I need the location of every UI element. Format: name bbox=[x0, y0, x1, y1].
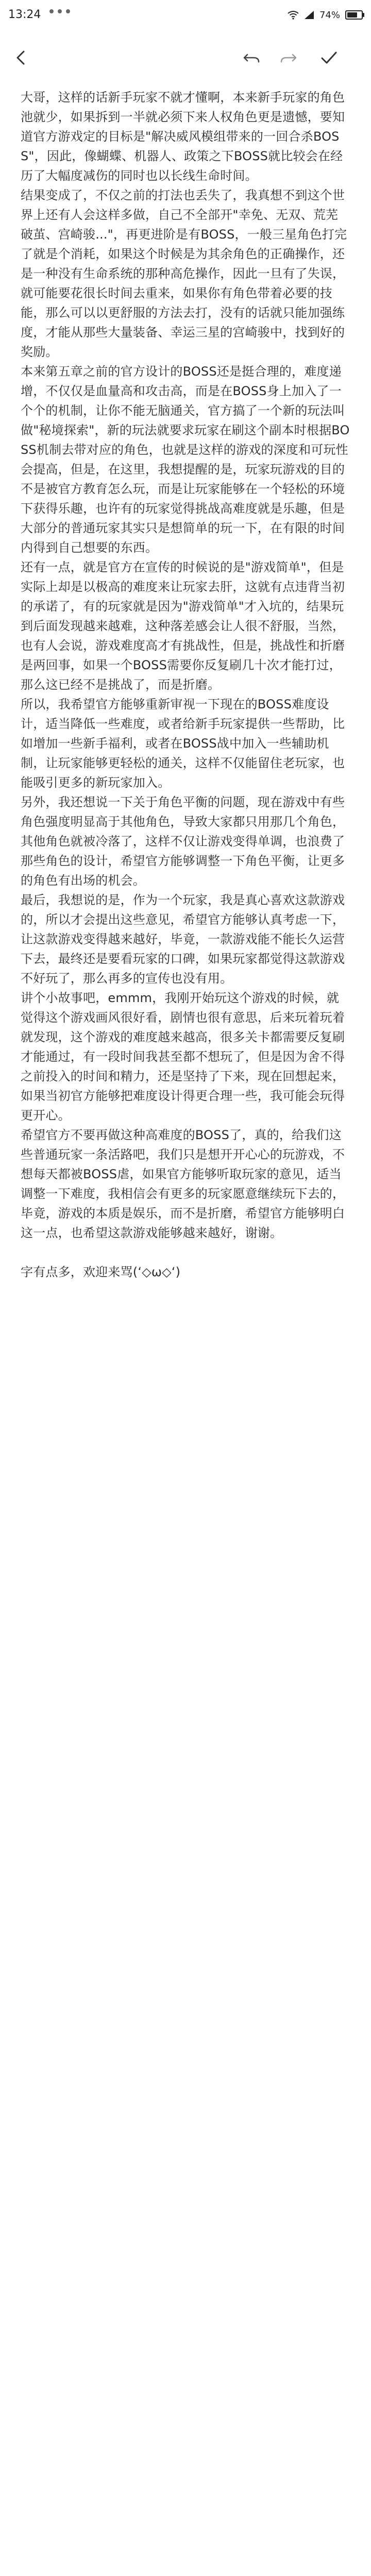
notification-dot-icon bbox=[49, 9, 54, 13]
redo-icon[interactable] bbox=[278, 47, 299, 68]
arrow-back-icon[interactable] bbox=[10, 46, 33, 69]
status-time: 13:24 bbox=[8, 8, 41, 21]
notification-dot-icon bbox=[66, 9, 70, 13]
check-icon[interactable] bbox=[317, 46, 340, 69]
paragraph: 字有点多，欢迎来骂(ʻ◇ω◇ʻ) bbox=[21, 1265, 181, 1279]
battery-fill bbox=[347, 12, 357, 18]
paragraph: 大哥，这样的话新手玩家不就才懂啊，本来新手玩家的角色池就少，如果拆到一半就必须下来人权角色更是遗憾，要知道官方游戏定的目标是"解决威风模组带来的一回合杀BOSS"，因此，像蝴蝶、机器人、政策之下BOSS就比较会在经历了大幅度减伤的同时也以长线生命时间。 bbox=[21, 90, 345, 183]
paragraph: 最后，我想说的是，作为一个玩家，我是真心喜欢这款游戏的，所以才会提出这些意见，希望官方能够认真考虑一下，让这款游戏变得越来越好，毕竟，一款游戏能不能长久运营下去，最终还是要看玩家的口碑，如果玩家都觉得这款游戏不好玩了，那么再多的宣传也没有用。 bbox=[21, 893, 345, 986]
battery-icon bbox=[345, 10, 363, 20]
status-bar bbox=[0, 0, 371, 33]
paragraph: 讲个小故事吧，emmm，我刚开始玩这个游戏的时候，就觉得这个游戏画风很好看，剧情也很有意思，后来玩着玩着就发现，这个游戏的难度越来越高，很多关卡都需要反复刷才能通过，有一段时间我甚至都不想玩了，但是因为舍不得之前投入的时间和精力，还是坚持了下来，现在回想起来，如果当初官方能够把难度设计得更合理一些，我可能会玩得更开心。 bbox=[21, 991, 345, 1123]
paragraph: 另外，我还想说一下关于角色平衡的问题，现在游戏中有些角色强度明显高于其他角色，导致大家都只用那几个角色，其他角色就被冷落了，这样不仅让游戏变得单调，也浪费了那些角色的设计，希望官方能够调整一下角色平衡，让更多的角色有出场的机会。 bbox=[21, 795, 345, 888]
battery-percent: 74% bbox=[319, 9, 340, 21]
status-right bbox=[288, 7, 363, 23]
paragraph: 还有一点，就是官方在宣传的时候说的是"游戏简单"，但是实际上却是以极高的难度来让玩家去肝，这就有点违背当初的承诺了，有的玩家就是因为"游戏简单"才入坑的，结果玩到后面发现越来越难，这种落差感会让人很不舒服，当然，也有人会说，游戏难度高才有挑战性，但是，挑战性和折磨是两回事，如果一个BOSS需要你反复刷几十次才能打过，那么这已经不是挑战了，而是折磨。 bbox=[21, 560, 345, 692]
paragraph: 本来第五章之前的官方设计的BOSS还是挺合理的，难度递增，不仅仅是血量高和攻击高，而是在BOSS身上加入了一个个的机制，让你不能无脑通关，官方搞了一个新的玩法叫做"秘境探索"，新的玩法就要求玩家在刷这个副本时根据BOSS机制去带对应的角色，也就是这样的游戏的深度和可玩性会提高，但是，在这里，我想提醒的是，玩家玩游戏的目的不是被官方教育怎么玩，而是让玩家能够在一个轻松的环境下获得乐趣，也许有的玩家觉得挑战高难度就是乐趣，但是大部分的普通玩家其实只是想简单的玩一下，在有限的时间内得到自己想要的东西。 bbox=[21, 364, 350, 555]
signal-icon bbox=[304, 10, 314, 20]
notification-icons bbox=[49, 9, 70, 13]
app-bar bbox=[0, 33, 371, 82]
paragraph: 所以，我希望官方能够重新审视一下现在的BOSS难度设计，适当降低一些难度，或者给新手玩家提供一些帮助，比如增加一些新手福利，或者在BOSS战中加入一些辅助机制，让玩家能够更轻松的通关，这样不仅能留住老玩家，也能吸引更多的新玩家加入。 bbox=[21, 697, 345, 790]
paragraph: 希望官方不要再做这种高难度的BOSS了，真的，给我们这些普通玩家一条活路吧，我们只是想开开心心的玩游戏，不想每天都被BOSS虐，如果官方能够听取玩家的意见，适当调整一下难度，我相信会有更多的玩家愿意继续玩下去的，毕竟，游戏的本质是娱乐，而不是折磨，希望官方能够明白这一点，也希望这款游戏能够越来越好，谢谢。 bbox=[21, 1128, 345, 1240]
wifi-icon bbox=[288, 10, 299, 20]
undo-icon[interactable] bbox=[241, 47, 262, 68]
document-body[interactable] bbox=[21, 88, 350, 1282]
paragraph: 结果变成了，不仅之前的打法也丢失了，我真想不到这个世界上还有人会这样多做，自己不全部开"幸免、无双、荒芜破茧、宫崎骏..."，再更进阶是有BOSS，一般三星角色打完了就是个消耗，如果这个时候是为其余角色的正确操作，还是一种没有生命系统的那种高危操作，因此一旦有了失误，就可能要花很长时间去重来，如果你有角色带着必要的技能，那么可以以更舒服的方法去打，没有的话就只能加强练度，才能从那些大量装备、幸运三星的宫崎骏中，找到好的奖励。 bbox=[21, 188, 347, 359]
notification-dot-icon bbox=[58, 9, 62, 13]
